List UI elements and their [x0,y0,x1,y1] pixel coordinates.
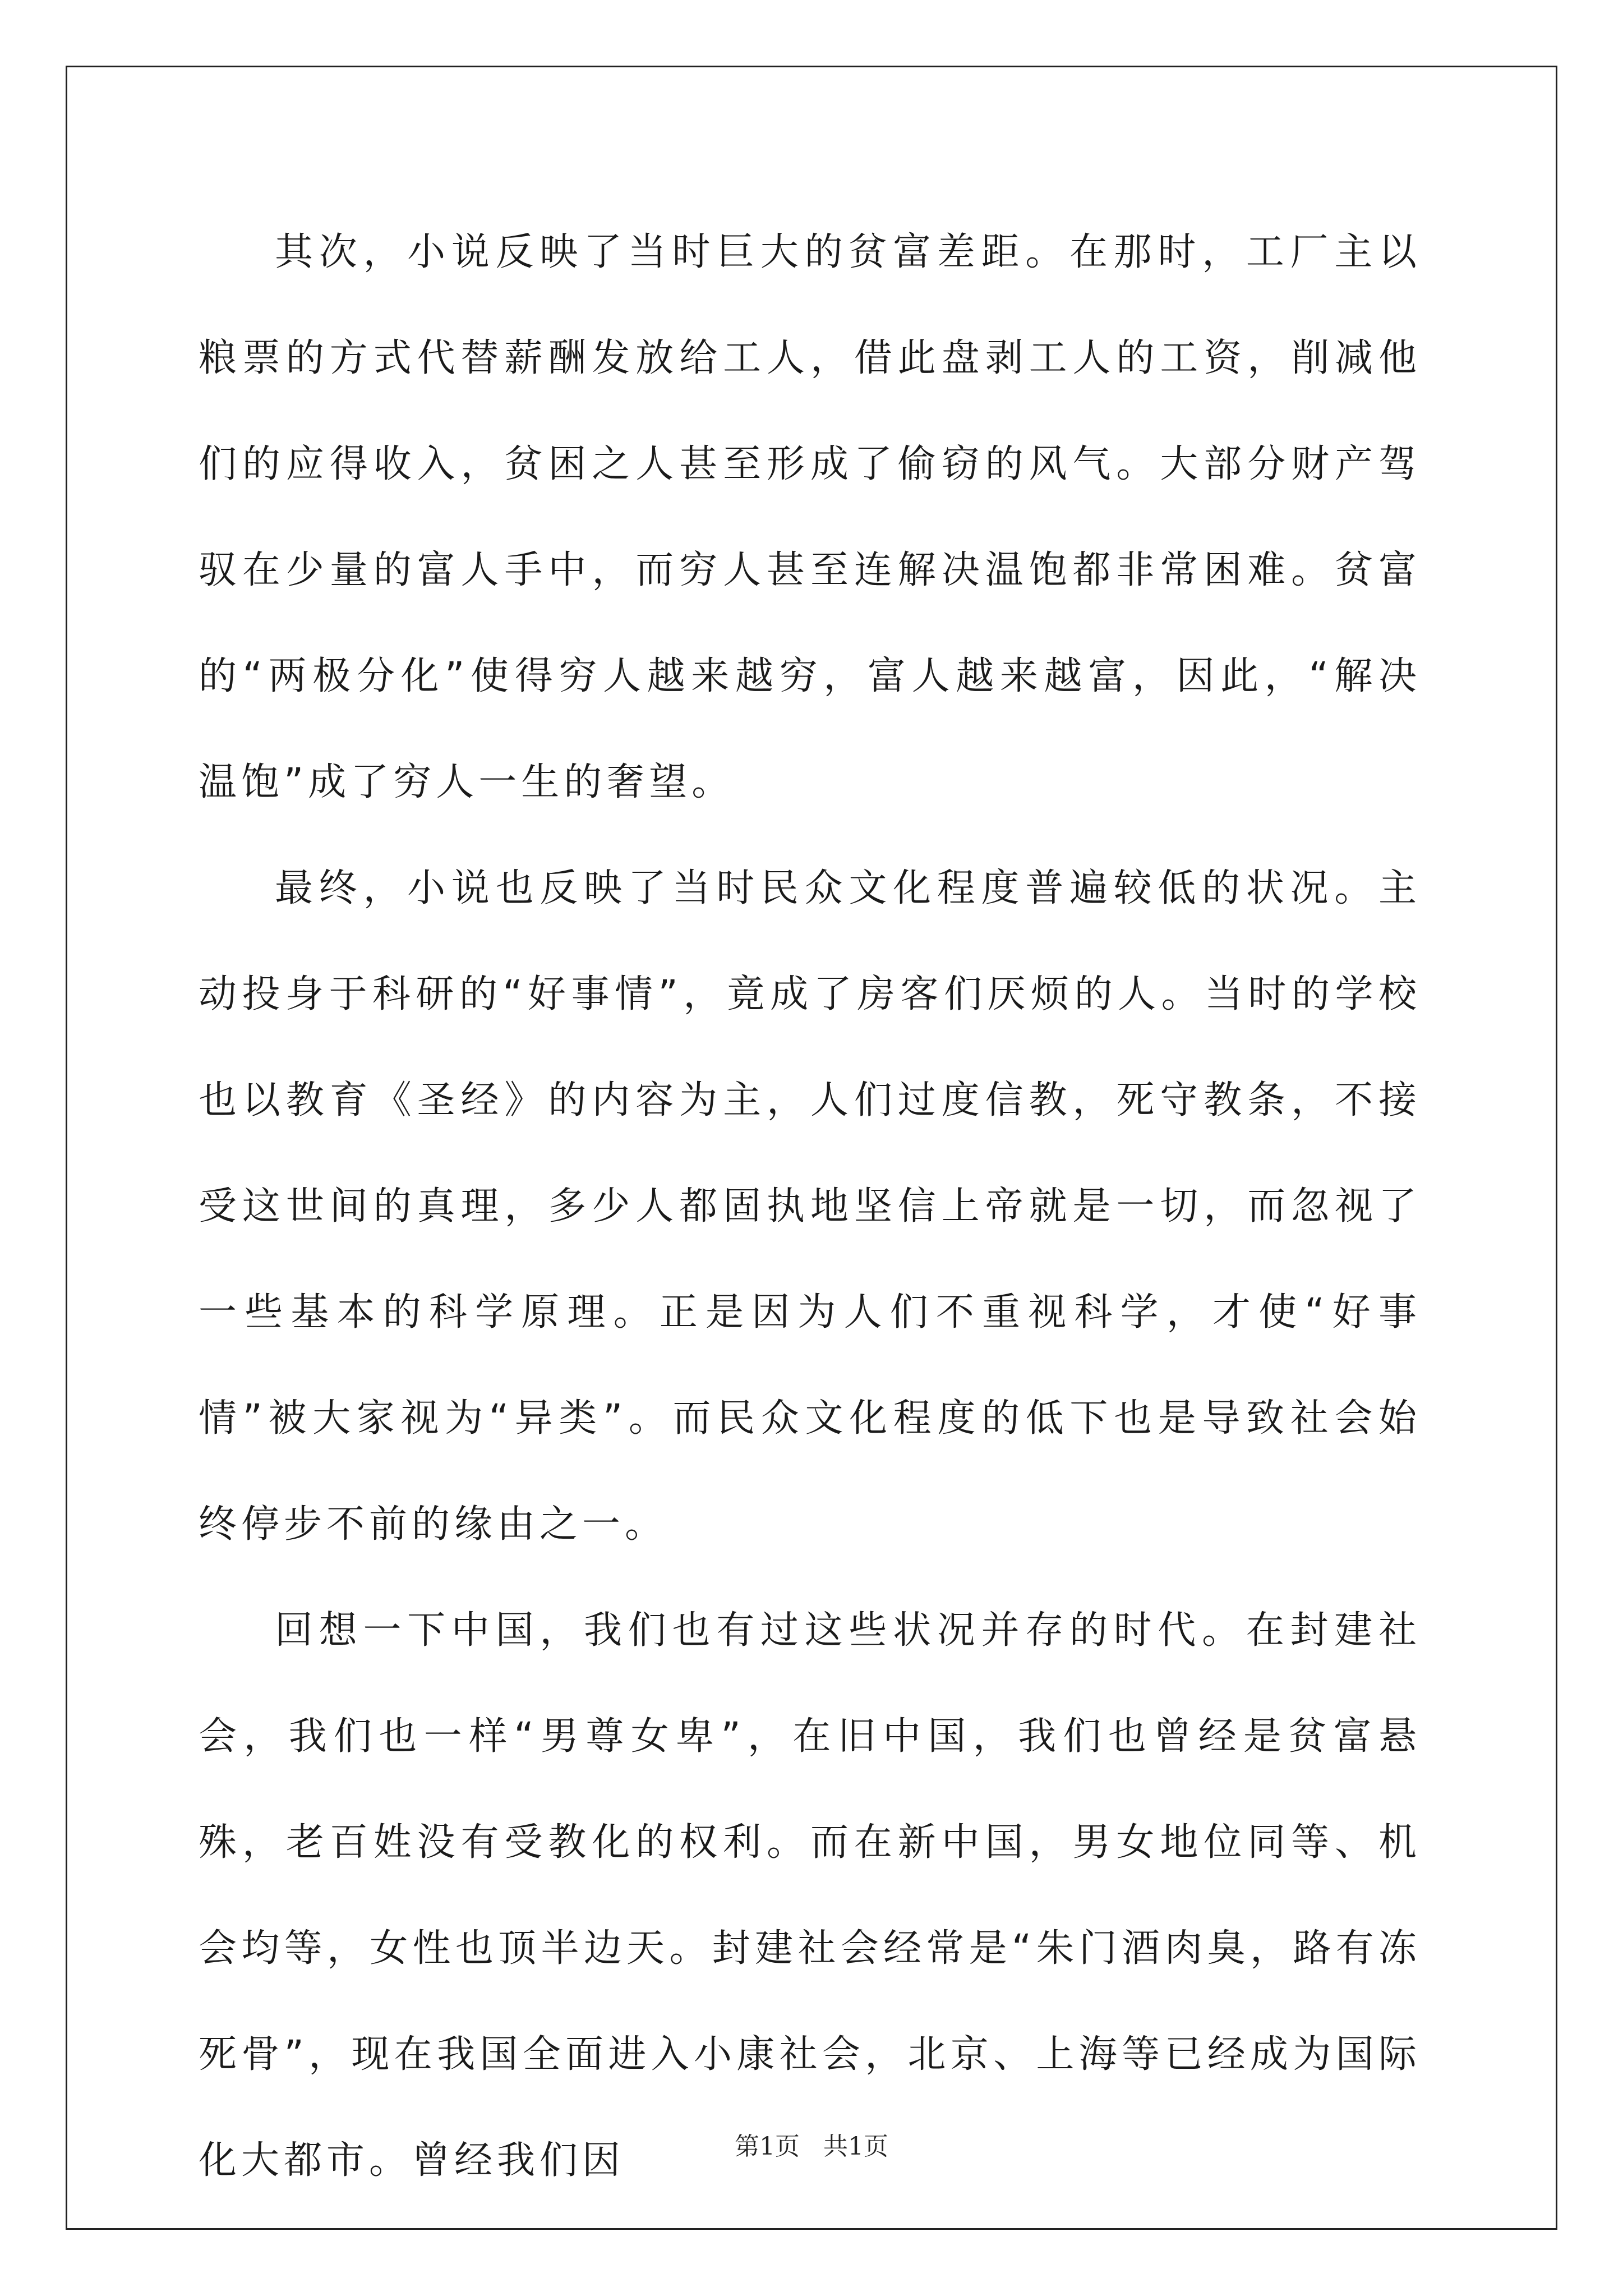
paragraph-education-level: 最终，小说也反映了当时民众文化程度普遍较低的状况。主动投身于科研的“好事情”，竟成了房客们厌烦的人。当时的学校也以教育《圣经》的内容为主，人们过度信教，死守教条，不接受这世间的真理，多少人都固执地坚信上帝就是一切，而忽视了一些基本的科学原理。正是因为人们不重视科学，才使“好事情”被大家视为“异类”。而民众文化程度的低下也是导致社会始终停步不前的缘由之一。 [199,866,1421,1547]
document-body [199,199,1421,2214]
paragraph-china-comparison: 回想一下中国，我们也有过这些状况并存的时代。在封建社会，我们也一样“男尊女卑”，在旧中国，我们也曾经是贫富悬殊，老百姓没有受教化的权利。而在新中国，男女地位同等、机会均等，女性也顶半边天。封建社会经常是“朱门酒肉臭，路有冻死骨”，现在我国全面进入小康社会，北京、上海等已经成为国际化大都市。曾经我们因 [199,1608,1421,2183]
page-number: 第1页 [735,2132,800,2161]
paragraph-wealth-gap: 其次，小说反映了当时巨大的贫富差距。在那时，工厂主以粮票的方式代替薪酬发放给工人，借此盘剥工人的工资，削减他们的应得收入，贫困之人甚至形成了偷窃的风气。大部分财产驾驭在少量的富人手中，而穷人甚至连解决温饱都非常困难。贫富的“两极分化”使得穷人越来越穷，富人越来越富，因此，“解决温饱”成了穷人一生的奢望。 [199,230,1421,804]
page-total: 共1页 [823,2132,888,2161]
page-footer [0,2126,1623,2162]
